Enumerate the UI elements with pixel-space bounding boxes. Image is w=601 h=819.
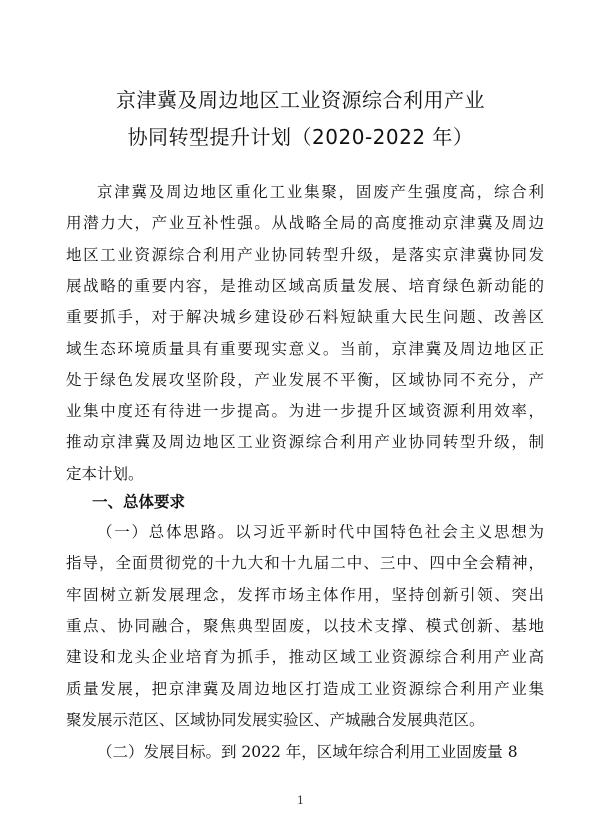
paragraph-line: 牢固树立新发展理念，发挥市场主体作用，坚持创新引领、突出: [66, 585, 544, 604]
paragraph-line: 质量发展，把京津冀及周边地区打造成工业资源综合利用产业集: [66, 679, 544, 698]
page-number: 1: [297, 794, 304, 807]
paragraph-line: 用潜力大，产业互补性强。从战略全局的高度推动京津冀及周边: [66, 214, 544, 233]
paragraph-line: 指导，全面贯彻党的十九大和十九届二中、三中、四中全会精神，: [66, 554, 544, 573]
paragraph-line: 建设和龙头企业培育为抓手，推动区域工业资源综合利用产业高: [66, 648, 544, 667]
document-title-line-2: 协同转型提升计划（2020-2022 年）: [127, 125, 474, 149]
paragraph-line: 京津冀及周边地区重化工业集聚，固废产生强度高，综合利: [97, 183, 544, 201]
paragraph-line: 聚发展示范区、区域协同发展实验区、产城融合发展典范区。: [66, 710, 485, 729]
paragraph-line: （一）总体思路。以习近平新时代中国特色社会主义思想为: [97, 523, 544, 541]
paragraph-line: 重要抓手，对于解决城乡建设砂石料短缺重大民生问题、改善区: [66, 308, 544, 327]
development-goals-line: （二）发展目标。到 2022 年，区域年综合利用工业固废量 8: [97, 743, 518, 761]
paragraph-line: 推动京津冀及周边地区工业资源综合利用产业协同转型升级，制: [66, 433, 544, 452]
paragraph-line: 处于绿色发展攻坚阶段，产业发展不平衡，区域协同不充分，产: [66, 370, 544, 389]
paragraph-line: 地区工业资源综合利用产业协同转型升级，是落实京津冀协同发: [66, 245, 544, 264]
document-title-line-1: 京津冀及周边地区工业资源综合利用产业: [116, 88, 485, 112]
paragraph-line: 域生态环境质量具有重要现实意义。当前，京津冀及周边地区正: [66, 339, 544, 358]
paragraph-line: 重点、协同融合，聚焦典型固废，以技术支撑、模式创新、基地: [66, 616, 544, 635]
paragraph-line: 展战略的重要内容，是推动区域高质量发展、培育绿色新动能的: [66, 276, 544, 295]
paragraph-line: 业集中度还有待进一步提高。为进一步提升区域资源利用效率，: [66, 402, 544, 421]
section-heading-overall-requirements: 一、总体要求: [92, 493, 186, 511]
paragraph-line: 定本计划。: [66, 464, 144, 483]
